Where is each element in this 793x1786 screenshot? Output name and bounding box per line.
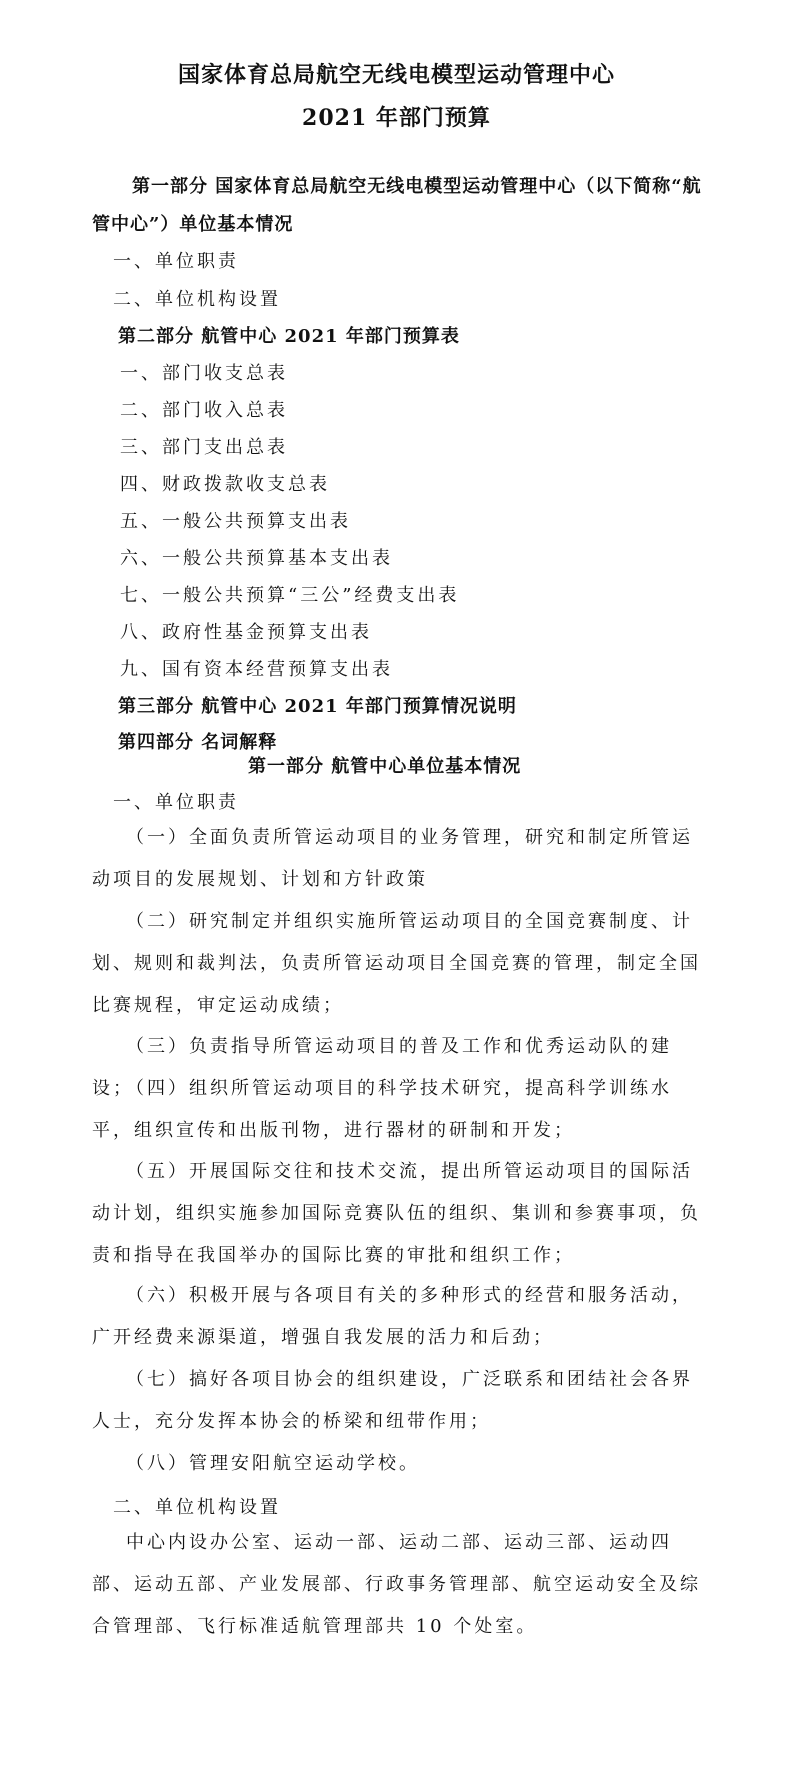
section1-sub-duties: 一、单位职责: [113, 792, 239, 813]
toc-part3: 第三部分 航管中心 2021 年部门预算情况说明: [118, 696, 517, 717]
toc-item: 二、单位机构设置: [113, 289, 281, 310]
toc-part2: 第二部分 航管中心 2021 年部门预算表: [118, 326, 460, 347]
duty-paragraph: （四）组织所管运动项目的科学技术研究，提高科学训练水平，组织宣传和出版刊物，进行器材的研制和开发；: [92, 1078, 672, 1141]
toc-item: 一、部门收支总表: [120, 363, 288, 384]
document-title-line1: 国家体育总局航空无线电模型运动管理中心: [177, 62, 615, 88]
duty-paragraph: （六）积极开展与各项目有关的多种形式的经营和服务活动，广开经费来源渠道，增强自我发展的活力和后劲；: [92, 1285, 693, 1348]
toc-part4: 第四部分 名词解释: [118, 732, 278, 753]
duty-paragraph: （五）开展国际交往和技术交流，提出所管运动项目的国际活动计划，组织实施参加国际竞赛队伍的组织、集训和参赛事项，负责和指导在我国举办的国际比赛的审批和组织工作；: [92, 1161, 701, 1266]
toc-item: 六、一般公共预算基本支出表: [120, 548, 393, 569]
toc-part1-line2: 管中心”）单位基本情况: [92, 214, 294, 235]
toc-item: 三、部门支出总表: [120, 437, 288, 458]
duty-paragraph: （三）负责指导所管运动项目的普及工作和优秀运动队的建设；: [92, 1036, 672, 1099]
org-paragraph: 中心内设办公室、运动一部、运动二部、运动三部、运动四部、运动五部、产业发展部、行政事务管理部、航空运动安全及综合管理部、飞行标准适航管理部共 10 个处室。: [92, 1532, 701, 1637]
toc-item: 八、政府性基金预算支出表: [120, 622, 372, 643]
duty-paragraph: （七）搞好各项目协会的组织建设，广泛联系和团结社会各界人士，充分发挥本协会的桥梁和纽带作用；: [92, 1369, 693, 1432]
document-title-line2: 2021 年部门预算: [302, 105, 491, 131]
toc-item: 一、单位职责: [113, 251, 239, 272]
toc-item: 七、一般公共预算“三公”经费支出表: [120, 585, 460, 606]
toc-item: 二、部门收入总表: [120, 400, 288, 421]
toc-part1-line1: 第一部分 国家体育总局航空无线电模型运动管理中心（以下简称“航: [132, 176, 702, 197]
toc-item: 五、一般公共预算支出表: [120, 511, 351, 532]
section1-heading: 第一部分 航管中心单位基本情况: [248, 756, 522, 777]
section1-sub-org: 二、单位机构设置: [113, 1497, 281, 1518]
duty-paragraph: （一）全面负责所管运动项目的业务管理，研究和制定所管运动项目的发展规划、计划和方针政策: [92, 827, 693, 890]
duty-paragraph: （八）管理安阳航空运动学校。: [126, 1453, 420, 1474]
toc-item: 九、国有资本经营预算支出表: [120, 659, 393, 680]
toc-item: 四、财政拨款收支总表: [120, 474, 330, 495]
duty-paragraph: （二）研究制定并组织实施所管运动项目的全国竞赛制度、计划、规则和裁判法，负责所管运动项目全国竞赛的管理，制定全国比赛规程，审定运动成绩；: [92, 911, 701, 1016]
